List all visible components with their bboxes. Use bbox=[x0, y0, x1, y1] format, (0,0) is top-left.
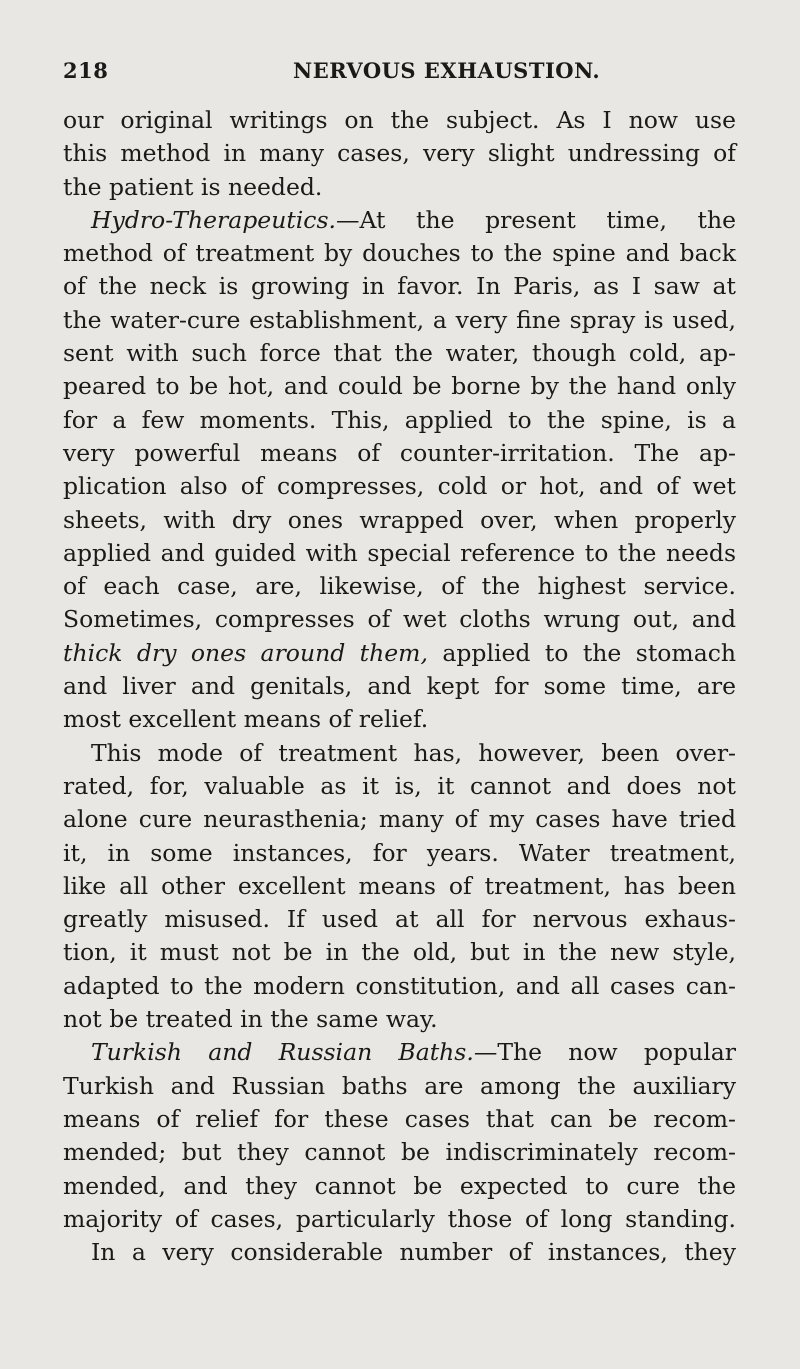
text-line: In a very considerable number of instances, they bbox=[91, 1238, 736, 1267]
text-line: not be treated in the same way. bbox=[63, 1005, 438, 1034]
text-line: Sometimes, compresses of wet cloths wrung out, and bbox=[63, 605, 736, 634]
section-heading-hydro-therapeutics: Hydro-Therapeutics. bbox=[91, 205, 336, 234]
page-number: 218 bbox=[63, 58, 109, 83]
text-line: applied and guided with special reference to the needs bbox=[63, 538, 736, 567]
section-heading-turkish-russian-baths: Turkish and Russian Baths. bbox=[91, 1038, 474, 1067]
text-line: mended, and they cannot be expected to cure the bbox=[63, 1171, 736, 1200]
body-text bbox=[63, 104, 736, 1269]
text-line: This mode of treatment has, however, been over- bbox=[91, 738, 736, 767]
italic-phrase: thick dry ones around them, bbox=[63, 638, 428, 667]
text-fragment: applied to the stomach bbox=[427, 638, 736, 667]
text-line: most excellent means of relief. bbox=[63, 705, 429, 734]
text-fragment: —At the present time, the bbox=[336, 205, 736, 234]
text-line: this method in many cases, very slight undressing of bbox=[63, 139, 736, 168]
running-head: NERVOUS EXHAUSTION. bbox=[293, 58, 601, 83]
section-heading-line bbox=[63, 1036, 736, 1069]
text-line: the water-cure establishment, a very fine spray is used, bbox=[63, 305, 736, 334]
text-fragment: —The now popular bbox=[473, 1038, 736, 1067]
text-line: Turkish and Russian baths are among the auxiliary bbox=[63, 1071, 736, 1100]
text-line: peared to be hot, and could be borne by the hand only bbox=[63, 372, 736, 401]
text-line: very powerful means of counter-irritation. The ap- bbox=[63, 438, 736, 467]
text-line: rated, for, valuable as it is, it cannot and does not bbox=[63, 771, 736, 800]
section-heading-line bbox=[63, 204, 736, 237]
text-line: of the neck is growing in favor. In Paris, as I saw at bbox=[63, 272, 736, 301]
text-line: majority of cases, particularly those of long standing. bbox=[63, 1204, 736, 1233]
text-line: sheets, with dry ones wrapped over, when properly bbox=[63, 505, 736, 534]
text-line: our original writings on the subject. As I now use bbox=[63, 106, 736, 134]
text-line: for a few moments. This, applied to the spine, is a bbox=[63, 405, 736, 434]
text-line: the patient is needed. bbox=[63, 172, 323, 201]
text-line: plication also of compresses, cold or hot, and of wet bbox=[63, 472, 736, 501]
text-line: like all other excellent means of treatment, has been bbox=[63, 871, 736, 900]
text-line: mended; but they cannot be indiscriminately recom- bbox=[63, 1138, 736, 1167]
text-line: and liver and genitals, and kept for some time, are bbox=[63, 672, 736, 701]
page-header bbox=[63, 58, 734, 94]
text-line: sent with such force that the water, though cold, ap- bbox=[63, 339, 736, 368]
text-line: method of treatment by douches to the spine and back bbox=[63, 239, 736, 268]
text-line: adapted to the modern constitution, and all cases can- bbox=[63, 971, 736, 1000]
text-line: of each case, are, likewise, of the highest service. bbox=[63, 572, 736, 601]
text-line: tion, it must not be in the old, but in the new style, bbox=[63, 938, 736, 967]
text-line: alone cure neurasthenia; many of my cases have tried bbox=[63, 805, 736, 834]
text-line: greatly misused. If used at all for nervous exhaus- bbox=[63, 905, 736, 934]
text-line: means of relief for these cases that can be recom- bbox=[63, 1104, 736, 1133]
text-line: it, in some instances, for years. Water treatment, bbox=[63, 838, 736, 867]
text-line bbox=[63, 637, 736, 670]
